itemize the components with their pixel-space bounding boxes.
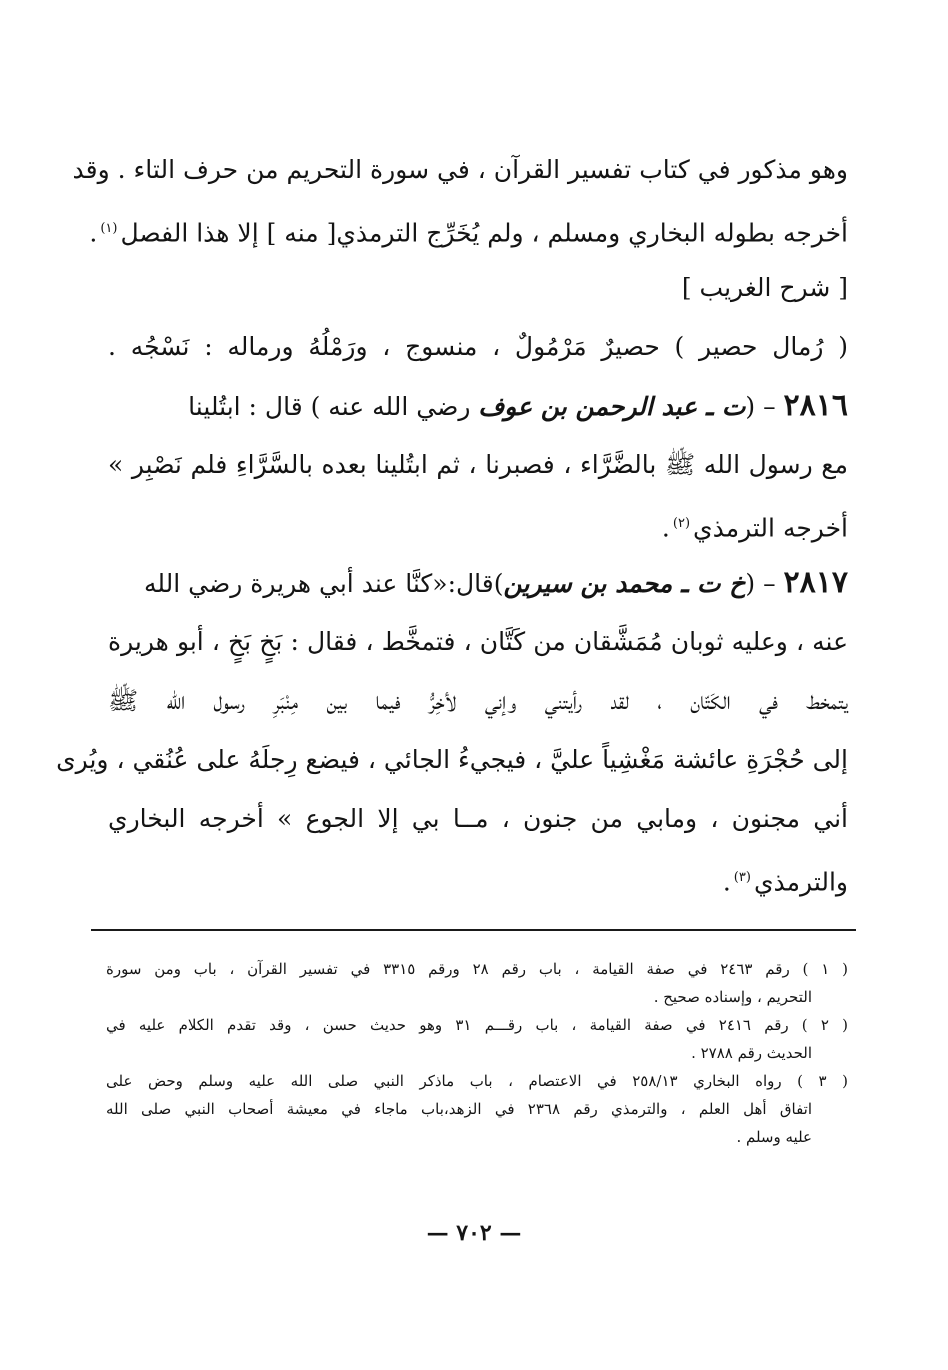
text-line: إلى حُجْرَةِ عائشة مَغْشِياً عليَّ ، فيجيءُ الجائي ، فيضع رِجلَهُ على عُنُقي ، ويُرى: [56, 745, 848, 774]
footnote-marker: (١): [100, 221, 118, 236]
footnote-line: الحديث رقم ٢٧٨٨ .: [691, 1044, 812, 1062]
narrator-name: ت ـ عبد الرحمن بن عوف: [478, 392, 746, 421]
text-line: وهو مذكور في كتاب تفسير القرآن ، في سورة التحريم من حرف التاء . وقد: [72, 155, 848, 184]
text-line: ( رُمال حصير ) حصيرٌ مَرْمُولٌ ، منسوج ، ورَمْلُهُ ورماله : نَسْجُه .: [108, 332, 848, 361]
text-line: [89, 199, 848, 258]
text-segment: .: [89, 218, 98, 248]
footnote-marker: (٣): [733, 870, 751, 885]
text-line: أني مجنون ، ومابي من جنون ، مــا بي إلا الجوع » أخرجه البخاري: [108, 804, 848, 833]
main-text: [56, 140, 849, 907]
hadith-number: ٢٨١٦: [783, 388, 848, 423]
text-line: [108, 848, 848, 907]
footnote-line: عليه وسلم .: [736, 1128, 812, 1146]
text-line: [108, 494, 848, 553]
text-segment: .: [722, 867, 731, 897]
text-segment: – (: [745, 569, 776, 598]
footnotes: [106, 955, 848, 1151]
footnote-line: ( ٣ ) رواه البخاري ٢٥٨/١٣ في الاعتصام ، باب ماذكر النبي صلى الله عليه وسلم وحض على: [106, 1072, 848, 1090]
page-number: — ٧٠٢ —: [426, 1220, 522, 1246]
text-segment: والترمذي: [753, 867, 848, 897]
text-segment: – (: [745, 392, 776, 421]
text-segment: أخرجه الترمذي: [693, 513, 848, 543]
footnote-marker: (٢): [672, 516, 691, 531]
footnote-line: ( ١ ) رقم ٢٤٦٣ في صفة القيامة ، باب رقم ٢٨ ورقم ٣٣١٥ في تفسير القرآن ، باب ومن سورة: [106, 960, 848, 978]
text-line: مع رسول الله ﷺ بالضَّرَّاء ، فصبرنا ، ثم ابتُلينا بعده بالسَّرَّاءِ فلم نَصْبِر »: [108, 450, 848, 479]
text-segment: )قال:«كنَّا عند أبي هريرة رضي الله: [143, 569, 504, 598]
hadith-number: ٢٨١٧: [783, 565, 848, 600]
hadith-heading-2816: [108, 376, 848, 435]
narrator-name: خ ت ـ محمد بن سيرين: [503, 569, 746, 598]
footnote-line: اتفاق أهل العلم ، والترمذي رقم ٢٣٦٨ في الزهد،باب ماجاء في معيشة أصحاب النبي صلى الله: [106, 1100, 812, 1118]
section-title: [ شرح الغريب ]: [681, 273, 848, 302]
hadith-heading-2817: [108, 553, 848, 612]
text-segment: .: [661, 513, 670, 543]
text-line: عنه ، وعليه ثوبان مُمَشَّقان من كَتَّان ، فتمخَّط ، فقال : بَخٍ بَخٍ ، أبو هريرة: [108, 627, 848, 656]
text-segment: أخرجه بطوله البخاري ومسلم ، ولم يُخَرِّج الترمذي[ منه ] إلا هذا الفصل: [120, 218, 848, 248]
text-line: يتمخط في الكَتّان ، لقد رأيتني وإني لأخِرُّ فيما بين مِنْبَرِ رسول الله ﷺ: [108, 686, 849, 715]
footnote-line: ( ٢ ) رقم ٢٤١٦ في صفة القيامة ، باب رقـــم ٣١ وهو حديث حسن ، وقد تقدم الكلام عليه في: [106, 1016, 848, 1034]
footnote-divider: [91, 929, 856, 931]
text-segment: رضي الله عنه ) قال : ابتُلينا: [188, 392, 471, 421]
footnote-line: التحريم ، وإسناده صحيح .: [653, 988, 812, 1006]
